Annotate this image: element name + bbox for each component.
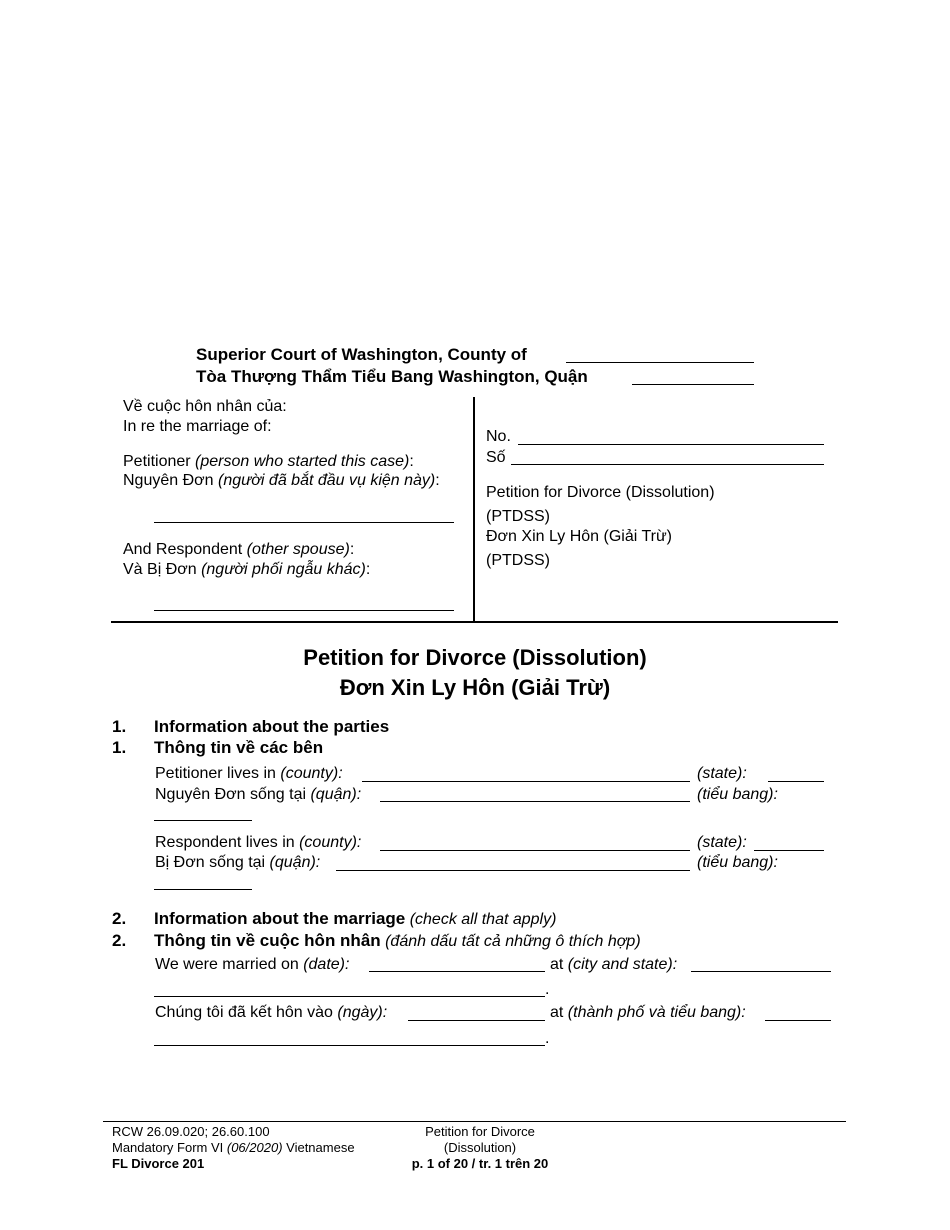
footer-doc-title-2: (Dissolution) [443, 1140, 517, 1155]
married-place-blank-vi[interactable] [765, 1020, 831, 1021]
caption-bottom-rule [111, 621, 838, 623]
married-place-label: at (city and state): [550, 956, 678, 973]
petitioner-label-en: Petitioner (person who started this case): [123, 453, 414, 470]
petitioner-song-label: Nguyên Đơn sống tại (quận): [155, 786, 362, 803]
married-date-blank-vi[interactable] [408, 1020, 545, 1021]
case-number-blank[interactable] [518, 444, 824, 445]
doc-name-en: Petition for Divorce (Dissolution) [486, 484, 715, 501]
married-date-label-vi: Chúng tôi đã kết hôn vào (ngày): [155, 1004, 388, 1021]
case-number-label: No. [486, 428, 511, 445]
respondent-song-label: Bị Đơn sống tại (quận): [155, 854, 321, 871]
footer-form-version: Mandatory Form VI (06/2020) Vietnamese [112, 1140, 355, 1155]
respondent-tieubang-label: (tiểu bang): [697, 854, 778, 871]
married-period: . [545, 981, 550, 998]
section1-heading-en: Information about the parties [154, 717, 390, 736]
footer-doc-title-1: Petition for Divorce [425, 1124, 535, 1139]
petitioner-state-label: (state): [697, 765, 747, 782]
page-title-en: Petition for Divorce (Dissolution) [303, 645, 647, 670]
married-place-label-vi: at (thành phố và tiểu bang): [550, 1004, 746, 1021]
respondent-label-vi: Và Bị Đơn (người phối ngẫu khác): [123, 561, 371, 578]
doc-code-vi: (PTDSS) [486, 552, 550, 569]
section2-heading-en: Information about the marriage (check all that apply) [154, 909, 557, 928]
married-place-blank-2[interactable] [154, 996, 545, 997]
footer-form-id: FL Divorce 201 [112, 1156, 205, 1171]
respondent-quan-blank[interactable] [336, 870, 690, 871]
page-title-vi: Đơn Xin Ly Hôn (Giải Trừ) [339, 675, 611, 700]
section2-number: 2. [112, 909, 127, 928]
respondent-state-label: (state): [697, 834, 747, 851]
respondent-name-blank[interactable] [154, 610, 454, 611]
marriage-label-en: In re the marriage of: [123, 418, 272, 435]
married-place-blank-vi-2[interactable] [154, 1045, 545, 1046]
respondent-state-blank[interactable] [754, 850, 824, 851]
quan-blank[interactable] [632, 384, 754, 385]
petitioner-lives-label: Petitioner lives in (county): [155, 765, 343, 782]
court-heading-vi: Tòa Thượng Thẩm Tiểu Bang Washington, Quận [196, 367, 588, 386]
petitioner-label-vi: Nguyên Đơn (người đã bắt đầu vụ kiện này): [123, 472, 440, 489]
section1-heading-vi: Thông tin về các bên [154, 738, 324, 757]
section2-number-vi: 2. [112, 931, 127, 950]
married-period-vi: . [545, 1030, 550, 1047]
married-place-blank[interactable] [691, 971, 831, 972]
caption-divider [473, 397, 475, 622]
petitioner-state-blank[interactable] [768, 781, 824, 782]
doc-code-en: (PTDSS) [486, 508, 550, 525]
petitioner-quan-blank[interactable] [380, 801, 690, 802]
doc-name-vi: Đơn Xin Ly Hôn (Giải Trừ) [486, 528, 672, 545]
county-blank[interactable] [566, 362, 754, 363]
court-heading-en: Superior Court of Washington, County of [196, 345, 527, 364]
respondent-tieubang-blank[interactable] [154, 889, 252, 890]
section1-number: 1. [112, 717, 127, 736]
married-date-label: We were married on (date): [155, 956, 350, 973]
petitioner-tieubang-blank[interactable] [154, 820, 252, 821]
petitioner-tieubang-label: (tiểu bang): [697, 786, 778, 803]
footer-page-number: p. 1 of 20 / tr. 1 trên 20 [411, 1156, 549, 1171]
case-number-label-vi: Số [486, 449, 506, 466]
case-number-blank-vi[interactable] [511, 464, 824, 465]
petitioner-name-blank[interactable] [154, 522, 454, 523]
respondent-lives-label: Respondent lives in (county): [155, 834, 362, 851]
footer-rcw: RCW 26.09.020; 26.60.100 [112, 1124, 270, 1139]
respondent-label-en: And Respondent (other spouse): [123, 541, 355, 558]
married-date-blank[interactable] [369, 971, 545, 972]
footer-rule [103, 1121, 846, 1122]
marriage-label-vi: Về cuộc hôn nhân của: [123, 398, 287, 415]
section2-heading-vi: Thông tin về cuộc hôn nhân (đánh dấu tất cả những ô thích hợp) [154, 931, 641, 950]
section1-number-vi: 1. [112, 738, 127, 757]
respondent-county-blank[interactable] [380, 850, 690, 851]
petitioner-county-blank[interactable] [362, 781, 690, 782]
